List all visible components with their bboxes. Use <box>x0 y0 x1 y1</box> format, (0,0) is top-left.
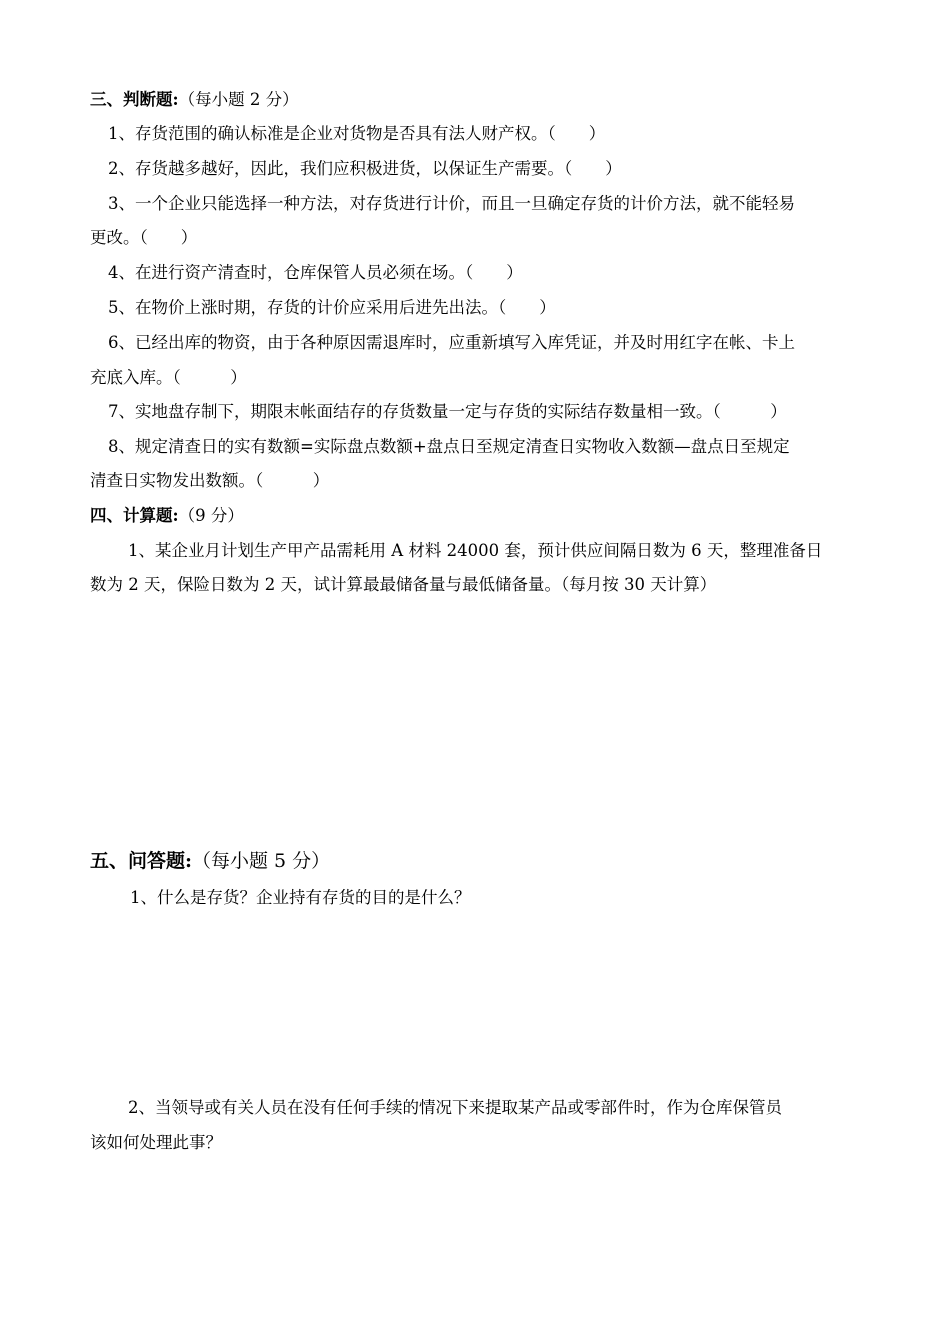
section-4-title: 四、计算题: <box>90 506 179 525</box>
question-3-1: 1、存货范围的确认标准是企业对货物是否具有法人财产权。（ ） <box>108 124 606 143</box>
section-3-heading <box>90 88 882 112</box>
question-3-6-line-2: 充底入库。（ ） <box>90 368 247 387</box>
question-3-7: 7、实地盘存制下，期限末帐面结存的存货数量一定与存货的实际结存数量相一致。（ ） <box>108 402 787 421</box>
section-4-score-note: （9 分） <box>178 506 244 525</box>
question-3-3-line-1: 3、一个企业只能选择一种方法，对存货进行计价，而且一旦确定存货的计价方法，就不能轻易 <box>108 194 795 213</box>
question-4-1-line-1: 1、某企业月计划生产甲产品需耗用 A 材料 24000 套，预计供应间隔日数为 6 天，整理准备日 <box>128 541 823 560</box>
question-3-4: 4、在进行资产清查时，仓库保管人员必须在场。（ ） <box>108 263 523 282</box>
question-3-8-line-2: 清查日实物发出数额。（ ） <box>90 471 330 490</box>
question-3-2: 2、存货越多越好，因此，我们应积极进货，以保证生产需要。（ ） <box>108 159 622 178</box>
question-5-2-line-2: 该如何处理此事？ <box>90 1133 222 1152</box>
question-4-1-line-2: 数为 2 天，保险日数为 2 天，试计算最最储备量与最低储备量。（每月按 30 天计算） <box>90 575 717 594</box>
section-5-title: 五、问答题: <box>90 850 193 872</box>
question-5-1: 1、什么是存货？企业持有存货的目的是什么？ <box>130 888 471 907</box>
question-3-8-line-1: 8、规定清查日的实有数额=实际盘点数额+盘点日至规定清查日实物收入数额—盘点日至规定 <box>108 437 790 456</box>
section-3-score-note: （每小题 2 分） <box>178 90 299 109</box>
section-5-score-note: （每小题 5 分） <box>192 850 331 872</box>
section-4-heading <box>90 504 882 528</box>
section-5-heading <box>90 849 882 873</box>
question-3-3-line-2: 更改。（ ） <box>90 228 198 247</box>
section-3-title: 三、判断题: <box>90 90 179 109</box>
question-3-5: 5、在物价上涨时期，存货的计价应采用后进先出法。（ ） <box>108 298 556 317</box>
question-3-6-line-1: 6、已经出库的物资，由于各种原因需退库时，应重新填写入库凭证，并及时用红字在帐、卡上 <box>108 333 795 352</box>
question-5-2-line-1: 2、当领导或有关人员在没有任何手续的情况下来提取某产品或零部件时，作为仓库保管员 <box>128 1098 782 1117</box>
